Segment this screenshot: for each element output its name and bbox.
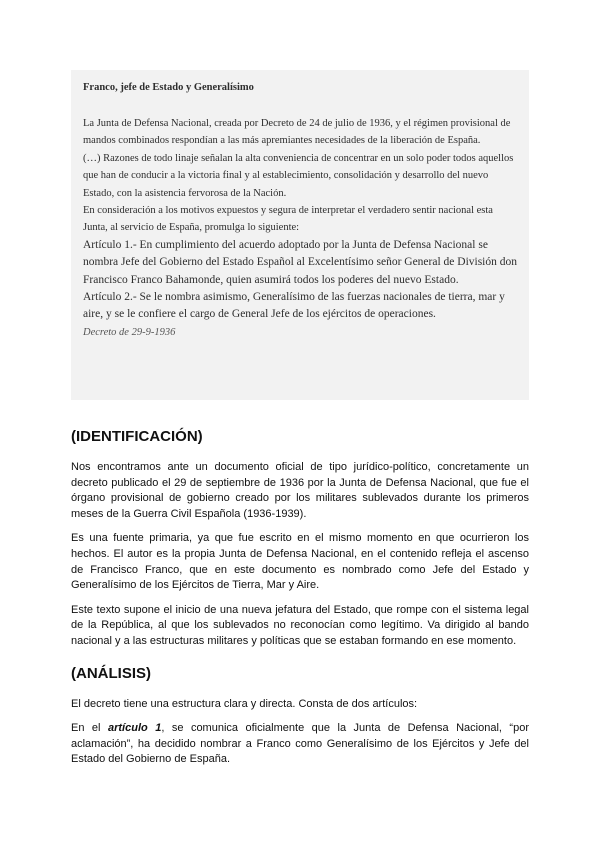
identificacion-paragraph: Es una fuente primaria, ya que fue escrito en el mismo momento en que ocurrieron los hechos. El autor es la propia Junta de Defensa Nacional, en el contenido refleja el ascenso de Francisco Franco, que en este documento es nombrado como Jefe del Estado y Generalísimo de los Ejércitos de Tierra, Mar y Aire.	[71, 532, 529, 592]
quote-date: Decreto de 29-9-1936	[83, 326, 176, 338]
quote-paragraph: En consideración a los motivos expuestos y segura de interpretar el verdadero sentir nacional esta Junta, al servicio de España, promulga lo siguiente:	[83, 205, 493, 234]
quote-title: Franco, jefe de Estado y Generalísimo	[83, 82, 254, 93]
analisis-rest: , se comunica oficialmente que la Junta de Defensa Nacional, “por aclamación”, ha decidido nombrar a Franco como Generalísimo de los Ejércitos y Jefe del Estado del Gobierno de España.	[71, 722, 529, 766]
analisis-paragraph	[71, 721, 529, 768]
quote-body	[83, 115, 517, 341]
quote-article-1: Artículo 1.- En cumplimiento del acuerdo adoptado por la Junta de Defensa Nacional se nombra Jefe del Gobierno del Estado Español al Excelentísimo señor General de División don Francisco Franco Bahamonde, quien asumirá todos los poderes del nuevo Estado.	[83, 238, 518, 286]
quote-paragraph: (…) Razones de todo linaje señalan la alta conveniencia de concentrar en un solo poder todos aquellos que han de conducir a la victoria final y al establecimiento, consolidación y desarrollo del nuevo Estado, con la asistencia fervorosa de la Nación.	[83, 152, 514, 199]
decree-quote-image	[71, 70, 529, 400]
quote-article-2: Artículo 2.- Se le nombra asimismo, Generalísimo de las fuerzas nacionales de tierra, mar y aire, y se le confiere el cargo de General Jefe de los ejércitos de operaciones.	[83, 291, 505, 321]
commentary	[71, 428, 529, 777]
identificacion-heading: (IDENTIFICACIÓN)	[71, 428, 203, 445]
identificacion-paragraph: Este texto supone el inicio de una nueva jefatura del Estado, que rompe con el sistema legal de la República, al que los sublevados no reconocían como legítimo. Va dirigido al bando nacional y a las estructuras militares y políticas que se estaban formando en ese momento.	[71, 603, 529, 647]
analisis-heading: (ANÁLISIS)	[71, 664, 151, 682]
identificacion-paragraph: Nos encontramos ante un documento oficial de tipo jurídico-político, concretamente un decreto publicado el 29 de septiembre de 1936 por la Junta de Defensa Nacional, que fue el órgano provisional de gobierno creado por los militares sublevados durante los primeros meses de la Guerra Civil Española (1936-1939).	[71, 461, 529, 520]
quote-paragraph: La Junta de Defensa Nacional, creada por Decreto de 24 de julio de 1936, y el régimen provisional de mandos combinados respondían a las más apremiantes necesidades de la liberación de España.	[83, 118, 511, 147]
analisis-intro: El decreto tiene una estructura clara y directa. Consta de dos artículos:	[71, 697, 418, 710]
analisis-prefix: En el	[71, 722, 108, 735]
articulo-1-emphasis: artículo 1	[107, 722, 162, 735]
